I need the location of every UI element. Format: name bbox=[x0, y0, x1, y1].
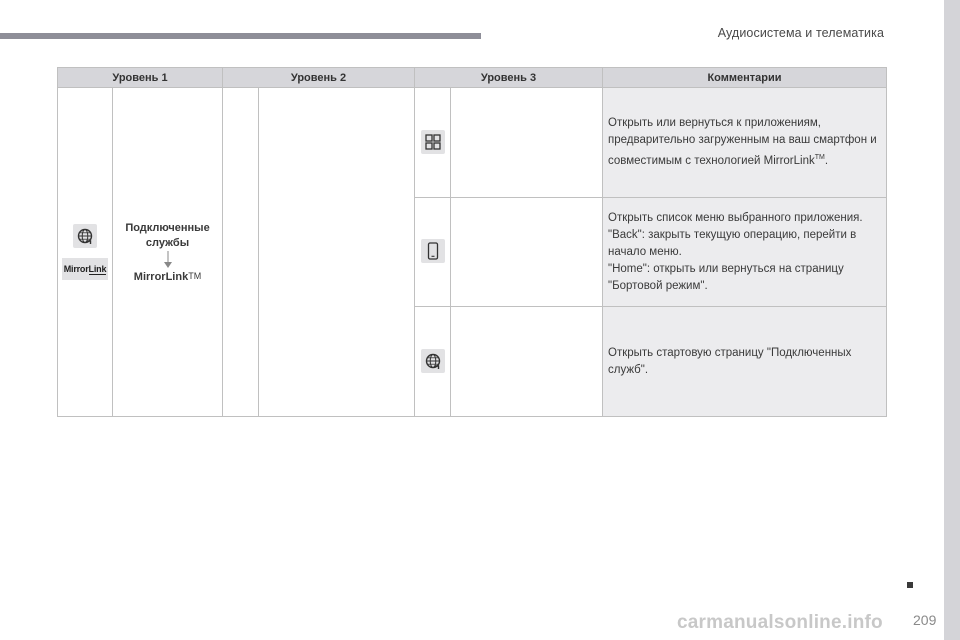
table-row bbox=[58, 88, 887, 198]
col-header-level1: Уровень 1 bbox=[58, 68, 223, 88]
smartphone-icon bbox=[421, 239, 445, 263]
globe-icon bbox=[421, 349, 445, 373]
page-edge-strip bbox=[944, 0, 960, 640]
col-header-comments: Комментарии bbox=[603, 68, 887, 88]
col-header-level3: Уровень 3 bbox=[415, 68, 603, 88]
bullet-mark bbox=[907, 582, 913, 588]
section-title: Аудиосистема и телематика bbox=[717, 26, 884, 40]
level2-label-cell bbox=[259, 88, 415, 417]
comment-cell: Открыть или вернуться к приложениям, предварительно загруженным на ваш смартфон и совместимым с технологией MirrorLink™. bbox=[603, 88, 887, 198]
level3-label-cell bbox=[451, 307, 603, 417]
top-decor-bar bbox=[0, 33, 481, 39]
level2-icon-cell bbox=[223, 88, 259, 417]
level3-icon-cell bbox=[415, 88, 451, 198]
level3-label-cell bbox=[451, 198, 603, 307]
col-header-level2: Уровень 2 bbox=[223, 68, 415, 88]
menu-table bbox=[57, 67, 887, 417]
level3-icon-cell bbox=[415, 198, 451, 307]
arrow-down-icon bbox=[163, 251, 173, 269]
apps-grid-icon bbox=[421, 130, 445, 154]
level1-label-cell bbox=[113, 88, 223, 417]
page-number: 209 bbox=[913, 612, 937, 628]
table-header-row bbox=[58, 68, 887, 88]
level3-icon-cell bbox=[415, 307, 451, 417]
comment-cell: Открыть список меню выбранного приложения. "Back": закрыть текущую операцию, перейти в начало меню. "Home": открыть или вернуться на страницу "Бортовой режим". bbox=[603, 198, 887, 307]
connected-services-label: Подключенные службы bbox=[125, 222, 210, 249]
connected-services-globe-icon bbox=[73, 224, 97, 248]
level3-label-cell bbox=[451, 88, 603, 198]
comment-cell: Открыть стартовую страницу "Подключенных служб". bbox=[603, 307, 887, 417]
watermark: carmanualsonline.info bbox=[677, 612, 883, 633]
mirrorlink-logo: Mirror Link bbox=[62, 258, 108, 280]
level1-icon-cell bbox=[58, 88, 113, 417]
mirrorlink-label: MirrorLink™ bbox=[133, 271, 202, 283]
